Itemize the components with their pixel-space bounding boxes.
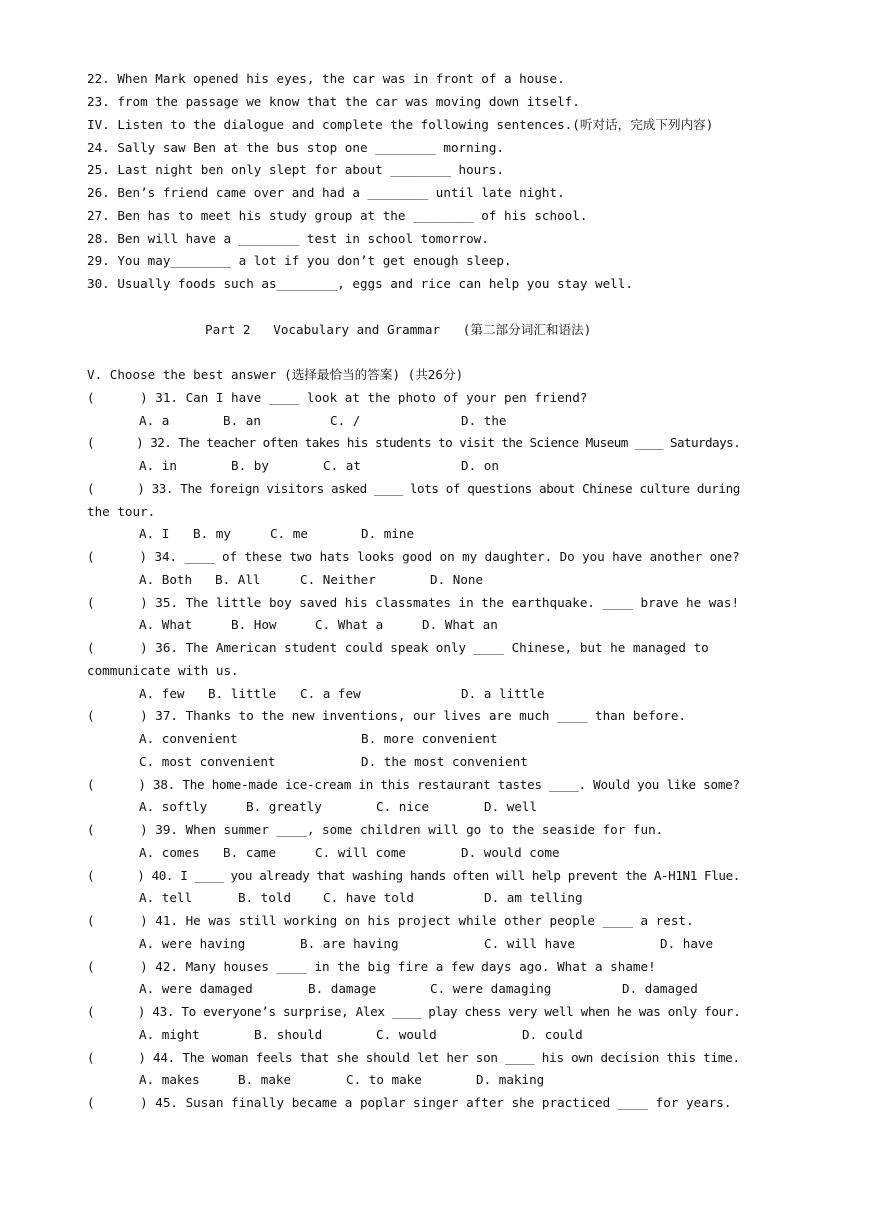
question-22: 22. When Mark opened his eyes, the car was in front of a house. [87, 71, 565, 86]
option-37-d: D. the most convenient [361, 754, 528, 769]
question-32: ( ) 32. The teacher often takes his students to visit the Science Museum ____ Saturdays. [87, 435, 741, 450]
question-34: ( ) 34. ____ of these two hats looks good on my daughter. Do you have another one? [87, 549, 740, 564]
option-39-d: D. would come [461, 845, 560, 860]
option-41-c: C. will have [484, 936, 575, 951]
option-31-d: D. the [461, 413, 507, 428]
question-40: ( ) 40. I ____ you already that washing hands often will help prevent the A-H1N1 Flue. [87, 868, 740, 883]
option-38-a: A. softly [139, 799, 208, 814]
option-42-c: C. were damaging [430, 981, 552, 996]
question-42: ( ) 42. Many houses ____ in the big fire a few days ago. What a shame! [87, 959, 656, 974]
option-41-a: A. were having [139, 936, 246, 951]
option-34-c: C. Neither [300, 572, 376, 587]
option-32-c: C. at [323, 458, 361, 473]
option-39-a: A. comes [139, 845, 200, 860]
option-42-b: B. damage [308, 981, 377, 996]
option-33-c: C. me [270, 526, 308, 541]
option-39-c: C. will come [315, 845, 406, 860]
option-43-a: A. might [139, 1027, 200, 1042]
question-26: 26. Ben’s friend came over and had a ________ until late night. [87, 185, 565, 200]
question-35: ( ) 35. The little boy saved his classmates in the earthquake. ____ brave he was! [87, 595, 740, 610]
option-38-d: D. well [484, 799, 538, 814]
option-33-d: D. mine [361, 526, 415, 541]
option-41-b: B. are having [300, 936, 399, 951]
option-42-a: A. were damaged [139, 981, 253, 996]
question-33: ( ) 33. The foreign visitors asked ____ lots of questions about Chinese culture during [87, 481, 740, 496]
option-43-b: B. should [254, 1027, 323, 1042]
question-30: 30. Usually foods such as________, eggs and rice can help you stay well. [87, 276, 633, 291]
option-33-a: A. I [139, 526, 170, 541]
section-4-heading: IV. Listen to the dialogue and complete the following sentences.(听对话，完成下列内容) [87, 117, 714, 132]
question-27: 27. Ben has to meet his study group at the ________ of his school. [87, 208, 588, 223]
option-43-d: D. could [522, 1027, 583, 1042]
option-40-a: A. tell [139, 890, 193, 905]
option-44-b: B. make [238, 1072, 292, 1087]
question-44: ( ) 44. The woman feels that she should let her son ____ his own decision this time. [87, 1050, 740, 1065]
question-23: 23. from the passage we know that the car was moving down itself. [87, 94, 580, 109]
option-42-d: D. damaged [622, 981, 698, 996]
option-37-a: A. convenient [139, 731, 238, 746]
option-31-c: C. / [330, 413, 361, 428]
question-43: ( ) 43. To everyone’s surprise, Alex ____ play chess very well when he was only four. [87, 1004, 741, 1019]
option-36-c: C. a few [300, 686, 361, 701]
question-28: 28. Ben will have a ________ test in school tomorrow. [87, 231, 489, 246]
question-31: ( ) 31. Can I have ____ look at the photo of your pen friend? [87, 390, 588, 405]
question-41: ( ) 41. He was still working on his project while other people ____ a rest. [87, 913, 694, 928]
option-34-a: A. Both [139, 572, 193, 587]
option-31-a: A. a [139, 413, 170, 428]
question-24: 24. Sally saw Ben at the bus stop one ________ morning. [87, 140, 505, 155]
option-33-b: B. my [193, 526, 231, 541]
option-36-d: D. a little [461, 686, 545, 701]
option-35-d: D. What an [422, 617, 498, 632]
section-5-heading: V. Choose the best answer (选择最恰当的答案) (共26分) [87, 367, 464, 382]
question-45: ( ) 45. Susan finally became a poplar singer after she practiced ____ for years. [87, 1095, 732, 1110]
option-38-b: B. greatly [246, 799, 322, 814]
question-33-continued: the tour. [87, 504, 156, 519]
question-37: ( ) 37. Thanks to the new inventions, our lives are much ____ than before. [87, 708, 686, 723]
option-40-d: D. am telling [484, 890, 583, 905]
option-44-c: C. to make [346, 1072, 422, 1087]
option-35-b: B. How [231, 617, 277, 632]
option-36-b: B. little [208, 686, 277, 701]
question-29: 29. You may________ a lot if you don’t get enough sleep. [87, 253, 512, 268]
option-38-c: C. nice [376, 799, 430, 814]
option-37-b: B. more convenient [361, 731, 498, 746]
option-34-d: D. None [430, 572, 484, 587]
option-36-a: A. few [139, 686, 185, 701]
option-40-b: B. told [238, 890, 292, 905]
option-44-a: A. makes [139, 1072, 200, 1087]
option-41-d: D. have [660, 936, 714, 951]
option-40-c: C. have told [323, 890, 414, 905]
part2-heading: Part 2 Vocabulary and Grammar (第二部分词汇和语法) [205, 322, 592, 337]
option-37-c: C. most convenient [139, 754, 276, 769]
option-31-b: B. an [223, 413, 261, 428]
option-43-c: C. would [376, 1027, 437, 1042]
option-39-b: B. came [223, 845, 277, 860]
question-25: 25. Last night ben only slept for about ________ hours. [87, 162, 505, 177]
option-32-a: A. in [139, 458, 177, 473]
option-44-d: D. making [476, 1072, 545, 1087]
question-36: ( ) 36. The American student could speak only ____ Chinese, but he managed to [87, 640, 709, 655]
question-39: ( ) 39. When summer ____, some children will go to the seaside for fun. [87, 822, 664, 837]
option-35-a: A. What [139, 617, 193, 632]
question-38: ( ) 38. The home-made ice-cream in this restaurant tastes ____. Would you like some? [87, 777, 740, 792]
option-32-d: D. on [461, 458, 499, 473]
option-32-b: B. by [231, 458, 269, 473]
question-36-continued: communicate with us. [87, 663, 239, 678]
option-35-c: C. What a [315, 617, 384, 632]
option-34-b: B. All [215, 572, 261, 587]
